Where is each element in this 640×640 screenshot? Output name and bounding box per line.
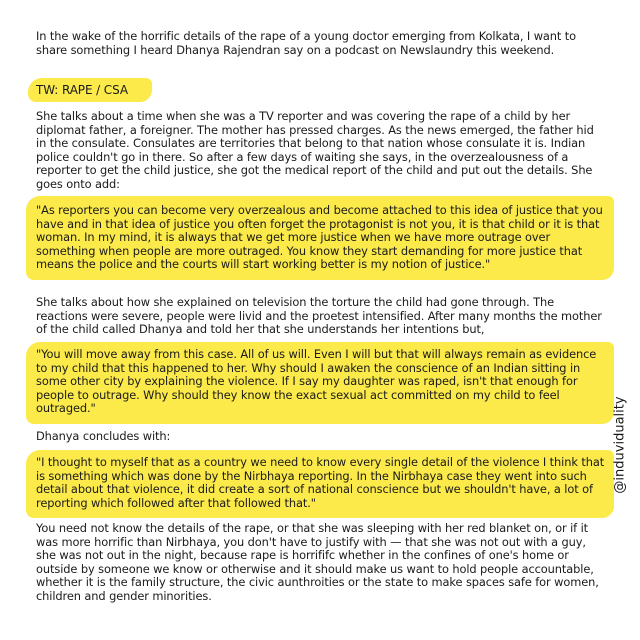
closing-paragraph: You need not know the details of the rape, or that she was sleeping with her red blanket on, or if it was more horrific than Nirbhaya, you don't have to justify with — that she was not out with a guy, she was not out in the night, because rape is horrififc whether in the confines of one's home or outside by someone we know or otherwise and it should make us want to hold people accountable, whether it is the family structure, the civic aunthroities or the state to make spaces safe for women, children and gender minorities. (36, 521, 599, 603)
trigger-warning: TW: RAPE / CSA (36, 83, 128, 97)
author-handle (612, 380, 628, 510)
conclusion-intro: Dhanya concludes with: (36, 429, 171, 443)
reaction-paragraph: She talks about how she explained on television the torture the child had gone through. The reactions were severe, people were livid and the proetest intensified. After many months the mother of the child called Dhanya and told her that she understands her intentions but, (36, 295, 602, 337)
intro-paragraph: In the wake of the horrific details of the rape of a young doctor emerging from Kolkata, I want to share something I heard Dhanya Rajendran say on a podcast on Newslaundry this weekend. (36, 29, 577, 57)
context-paragraph: She talks about a time when she was a TV reporter and was covering the rape of a child by her diplomat father, a foreigner. The mother has pressed charges. As the news emerged, the father hid in the consulate. Consulates are territories that belong to that nation whose consulate it is. Indian police couldn't go in there. So after a few days of waiting she says, in the overzealousness of a reporter to get the child justice, she got the medical report of the child and put out the details. She goes onto add: (36, 109, 594, 191)
quote-2: "You will move away from this case. All of us will. Even I will but that will always remain as evidence to my child that this happened to her. Why should I awaken the conscience of an Indian sitting in some other city by explaining the violence. If I say my daughter was raped, isn't that enough for people to outrage. Why should they know the exact sexual act committed on my child to feel outraged." (36, 347, 597, 416)
quote-3: "I thought to myself that as a country we need to know every single detail of the violence I think that is something which was done by the Nirbhaya reporting. In the Nirbhaya case they went into such detail about that violence, it did create a sort of national conscience but we shouldn't have, a lot of reporting which followed after that followed that." (36, 455, 605, 510)
quote-1: "As reporters you can become very overzealous and become attached to this idea of justice that you have and in that idea of justice you often forget the protagonist is not you, it is that child or it is that woman. In my mind, it is always that we get more justice when we have more outrage over something when people are more outraged. You know they start demanding for more justice that means the police and the courts will start working better is my notion of justice." (36, 203, 603, 272)
author-handle-text: @induviduality (612, 396, 628, 494)
